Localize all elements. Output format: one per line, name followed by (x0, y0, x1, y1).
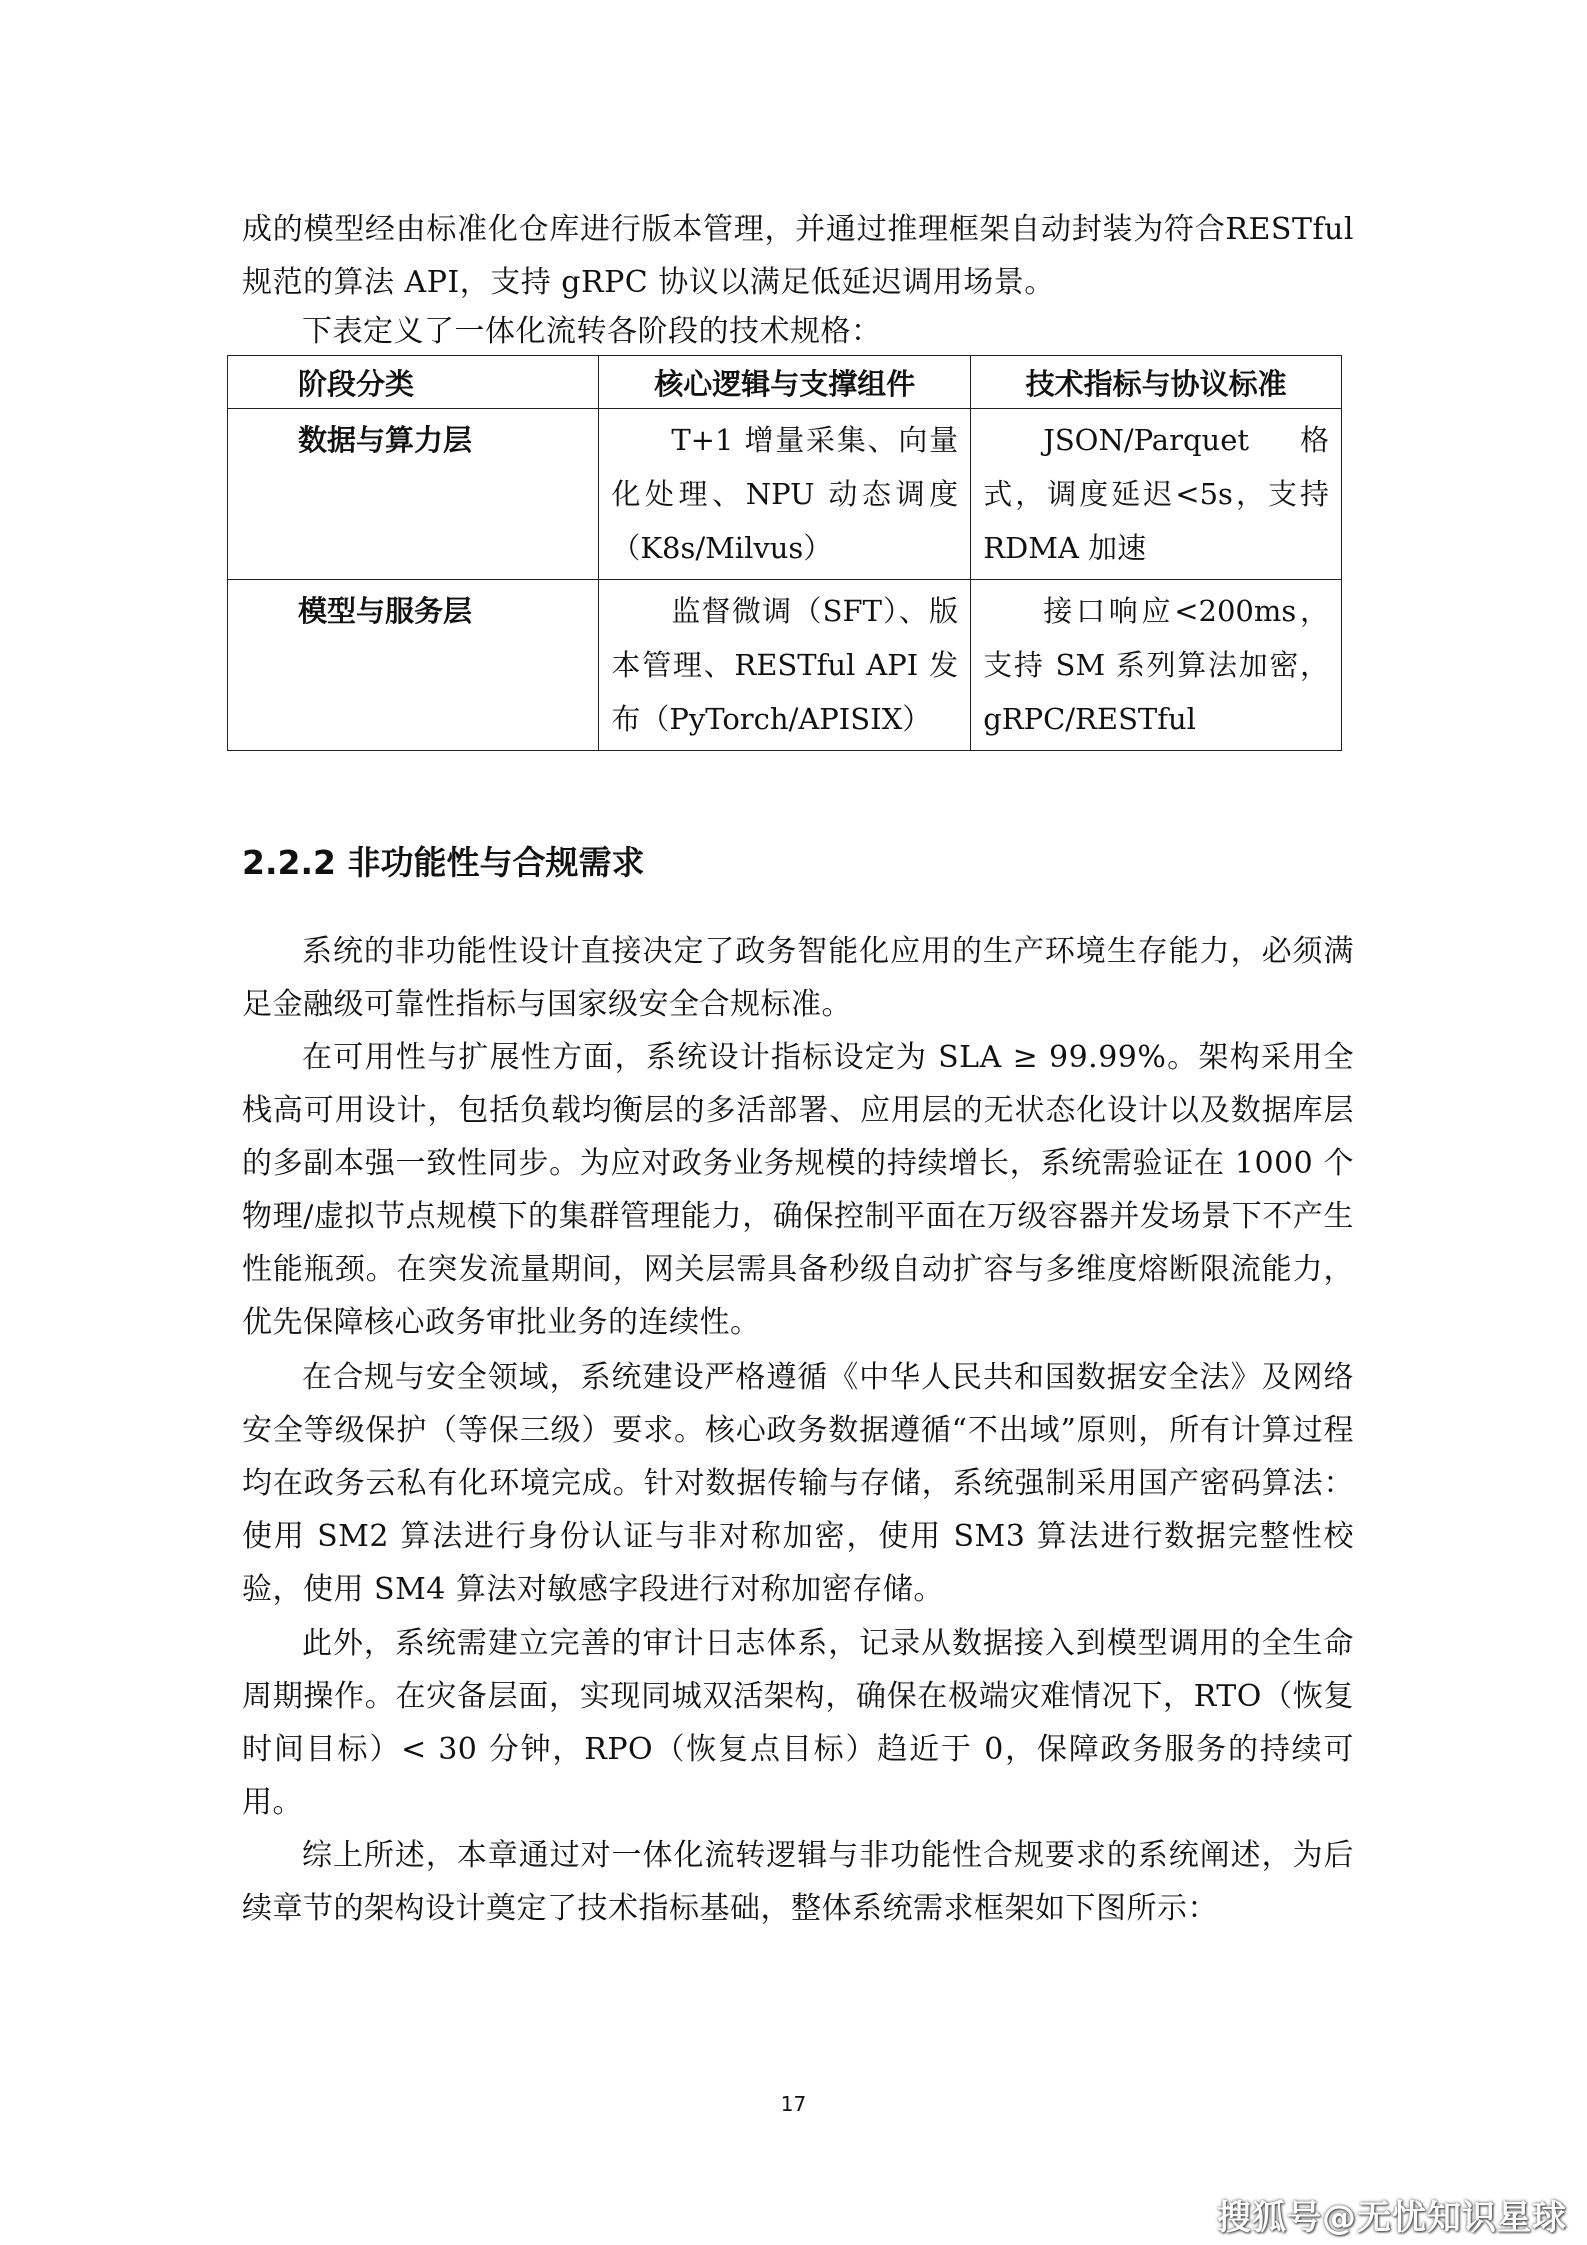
table-header-row (228, 356, 1342, 409)
header-metrics: 技术指标与协议标准 (971, 356, 1342, 409)
row-stage: 模型与服务层 (228, 580, 599, 751)
table-intro: 下表定义了一体化流转各阶段的技术规格： (302, 314, 882, 349)
row-stage: 数据与算力层 (228, 409, 599, 580)
body-paragraph: 此外，系统需建立完善的审计日志体系，记录从数据接入到模型调用的全生命周期操作。在灾备层面，实现同城双活架构，确保在极端灾难情况下，RTO（恢复时间目标）< 30 分钟，RPO（恢复点目标）趋近于 0，保障政务服务的持续可用。 (242, 1626, 1354, 1820)
body-paragraph: 综上所述，本章通过对一体化流转逻辑与非功能性合规要求的系统阐述，为后续章节的架构设计奠定了技术指标基础，整体系统需求框架如下图所示： (242, 1838, 1354, 1926)
spec-table (227, 355, 1342, 751)
row-logic: 监督微调（SFT）、版本管理、RESTful API 发布（PyTorch/APISIX） (599, 580, 971, 751)
table-row (228, 580, 1342, 751)
header-stage: 阶段分类 (228, 356, 599, 409)
section-heading: 2.2.2 非功能性与合规需求 (242, 843, 645, 882)
page-number: 17 (780, 2092, 807, 2116)
intro-paragraph: 成的模型经由标准化仓库进行版本管理，并通过推理框架自动封装为符合RESTful 规范的算法 API，支持 gRPC 协议以满足低延迟调用场景。 (242, 212, 1354, 300)
row-metrics: JSON/Parquet 格式，调度延迟<5s，支持 RDMA 加速 (971, 409, 1342, 580)
row-logic: T+1 增量采集、向量化处理、NPU 动态调度（K8s/Milvus） (599, 409, 971, 580)
body-paragraph: 在合规与安全领域，系统建设严格遵循《中华人民共和国数据安全法》及网络安全等级保护（等保三级）要求。核心政务数据遵循“不出域”原则，所有计算过程均在政务云私有化环境完成。针对数据传输与存储，系统强制采用国产密码算法：使用 SM2 算法进行身份认证与非对称加密，使用 SM3 算法进行数据完整性校验，使用 SM4 算法对敏感字段进行对称加密存储。 (242, 1360, 1354, 1607)
body-paragraph: 系统的非功能性设计直接决定了政务智能化应用的生产环境生存能力，必须满足金融级可靠性指标与国家级安全合规标准。 (242, 934, 1354, 1022)
table-row (228, 409, 1342, 580)
watermark: 搜狐号@无忧知识星球 (1217, 2198, 1567, 2238)
row-metrics: 接口响应<200ms，支持 SM 系列算法加密，gRPC/RESTful (971, 580, 1342, 751)
body-paragraph: 在可用性与扩展性方面，系统设计指标设定为 SLA ≥ 99.99%。架构采用全栈高可用设计，包括负载均衡层的多活部署、应用层的无状态化设计以及数据库层的多副本强一致性同步。为应对政务业务规模的持续增长，系统需验证在 1000 个物理/虚拟节点规模下的集群管理能力，确保控制平面在万级容器并发场景下不产生性能瓶颈。在突发流量期间，网关层需具备秒级自动扩容与多维度熔断限流能力，优先保障核心政务审批业务的连续性。 (242, 1040, 1354, 1340)
header-logic: 核心逻辑与支撑组件 (599, 356, 971, 409)
